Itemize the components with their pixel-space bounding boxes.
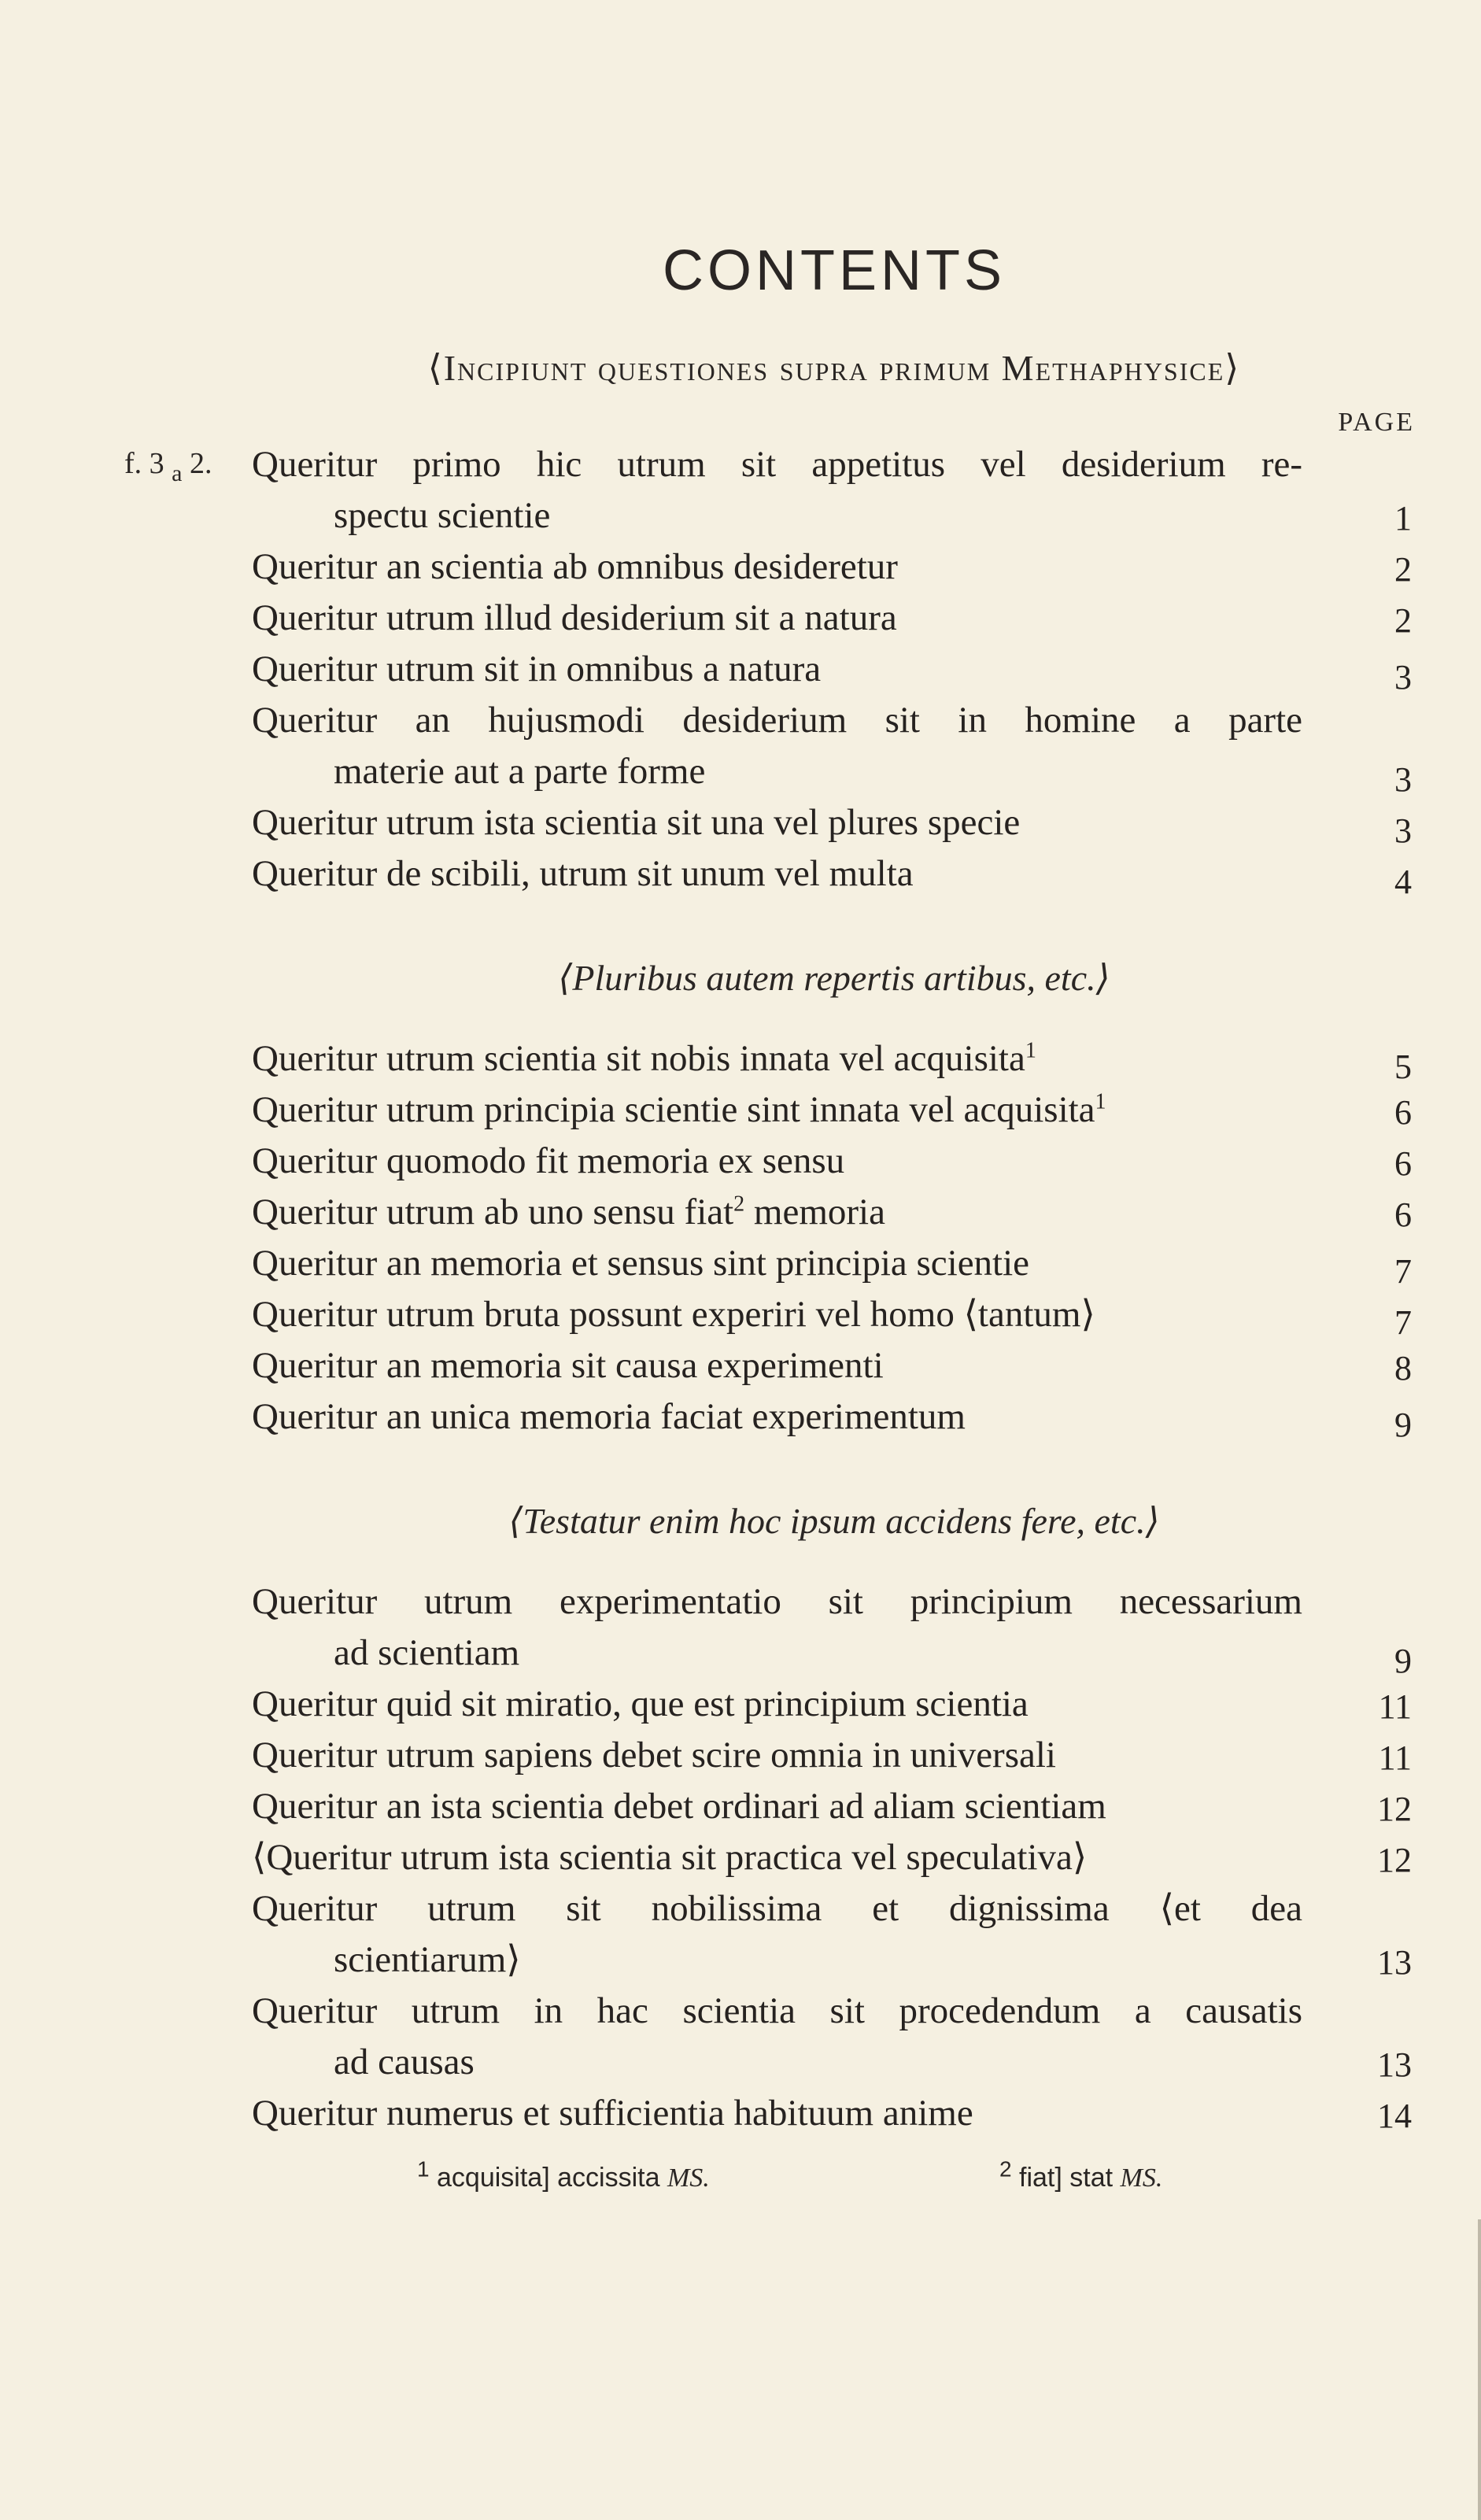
page-number: 8 (1394, 1349, 1412, 1387)
toc-entry[interactable] (252, 695, 1302, 797)
entry-line (252, 1084, 1302, 1136)
footnote-text: acquisita] accissita (429, 2163, 667, 2193)
entry-line-continued: ad scientiam (334, 1632, 520, 1673)
toc-entry[interactable] (252, 1730, 1302, 1781)
entry-line: Queritur an hujusmodi desiderium sit in homine a parte (252, 700, 1302, 741)
toc-entry[interactable] (252, 541, 1302, 593)
entry-line-continued: ad causas (334, 2041, 475, 2082)
section-heading-1: ⟨Incipiunt questiones supra primum Methaphysice⟩ (427, 348, 1241, 388)
toc-entry[interactable] (252, 848, 1302, 900)
page-number: 7 (1394, 1303, 1412, 1342)
entry-line: Queritur utrum in hac scientia sit procedendum a causatis (252, 1990, 1302, 2031)
toc-entry[interactable] (252, 1187, 1302, 1238)
entry-line-continued: materie aut a parte forme (334, 751, 706, 792)
entry-line: ⟨Queritur utrum ista scientia sit practica vel speculativa⟩ (252, 1837, 1088, 1878)
toc-entry[interactable] (252, 1986, 1302, 2088)
entry-line-continued: scientiarum⟩ (334, 1939, 521, 1980)
entry-line: Queritur an scientia ab omnibus desideretur (252, 546, 898, 587)
toc-entry[interactable] (252, 439, 1302, 541)
page-number: 12 (1377, 1841, 1412, 1879)
footnote-ms: MS. (667, 2163, 710, 2193)
page-edge-shadow (1478, 2219, 1481, 2520)
page-number: 13 (1377, 1943, 1412, 1982)
page-number: 3 (1394, 658, 1412, 697)
entry-line: Queritur an ista scientia debet ordinari ad aliam scientiam (252, 1786, 1106, 1827)
footnote-mark: 1 (417, 2156, 430, 2182)
footnote-ref[interactable]: 2 (733, 1192, 745, 1217)
toc-entry[interactable] (252, 1883, 1302, 1986)
folio-prefix: f. 3 (124, 447, 164, 480)
section-heading-3: ⟨Testatur enim hoc ipsum accidens fere, etc.⟩ (508, 1501, 1160, 1541)
entry-line: Queritur an memoria et sensus sint principia scientie (252, 1243, 1030, 1284)
entry-line: Queritur utrum bruta possunt experiri vel homo ⟨tantum⟩ (252, 1294, 1095, 1335)
toc-entry[interactable] (252, 1289, 1302, 1340)
page-number: 4 (1394, 863, 1412, 901)
toc-entry[interactable] (252, 797, 1302, 848)
footnote-1 (417, 2156, 710, 2193)
entry-line: Queritur utrum sit nobilissima et dignissima ⟨et dea (252, 1888, 1302, 1929)
entry-line (252, 1033, 1302, 1084)
page-number: 11 (1378, 1687, 1412, 1726)
toc-entry[interactable] (252, 1679, 1302, 1730)
toc-entry[interactable] (252, 1136, 1302, 1187)
toc-entry[interactable] (252, 2088, 1302, 2139)
section-heading-2: ⟨Pluribus autem repertis artibus, etc.⟩ (558, 958, 1110, 998)
entry-line: Queritur utrum sapiens debet scire omnia in universali (252, 1735, 1056, 1775)
page-number: 3 (1394, 811, 1412, 850)
footnote-ms: MS. (1120, 2163, 1163, 2193)
page-number: 2 (1394, 550, 1412, 589)
toc-entry[interactable] (252, 1832, 1302, 1883)
page-title: CONTENTS (663, 239, 1006, 302)
toc-entry[interactable] (252, 1391, 1302, 1443)
page-number: 2 (1394, 601, 1412, 640)
entry-text: memoria (744, 1192, 885, 1232)
footnote-ref[interactable]: 1 (1025, 1038, 1036, 1063)
entry-line: Queritur an memoria sit causa experimenti (252, 1345, 884, 1386)
entry-line: Queritur utrum experimentatio sit principium necessarium (252, 1581, 1302, 1622)
toc-entry[interactable] (252, 1084, 1302, 1136)
entry-text: Queritur utrum principia scientie sint innata vel acquisita (252, 1089, 1095, 1130)
entry-line (252, 1187, 1302, 1238)
toc-entry[interactable] (252, 1576, 1302, 1679)
page-number: 14 (1377, 2097, 1412, 2135)
toc-entry[interactable] (252, 1238, 1302, 1289)
entry-text: Queritur utrum scientia sit nobis innata vel acquisita (252, 1038, 1025, 1079)
page-number: 6 (1394, 1144, 1412, 1183)
page-column-label: PAGE (1338, 408, 1415, 437)
entry-line: Queritur utrum sit in omnibus a natura (252, 648, 822, 689)
page-number: 6 (1394, 1093, 1412, 1132)
page-number: 5 (1394, 1048, 1412, 1086)
toc-entry[interactable] (252, 1033, 1302, 1084)
toc-entry[interactable] (252, 1340, 1302, 1391)
toc-entry[interactable] (252, 1781, 1302, 1832)
folio-suffix: 2. (182, 447, 212, 480)
folio-sub: a (172, 460, 183, 486)
footnote-text: fiat] stat (1011, 2163, 1121, 2193)
page-number: 12 (1377, 1790, 1412, 1828)
footnote-2 (999, 2156, 1163, 2193)
entry-line: Queritur utrum illud desiderium sit a natura (252, 597, 897, 638)
entry-line: Queritur utrum ista scientia sit una vel plures specie (252, 802, 1021, 843)
entry-line: Queritur an unica memoria faciat experimentum (252, 1396, 966, 1437)
page-number: 1 (1394, 499, 1412, 538)
page-number: 13 (1377, 2045, 1412, 2084)
page-number: 3 (1394, 760, 1412, 799)
entry-line: Queritur quid sit miratio, que est principium scientia (252, 1683, 1029, 1724)
entry-line-continued: spectu scientie (334, 495, 551, 536)
entry-line: Queritur de scibili, utrum sit unum vel multa (252, 853, 914, 894)
toc-entry[interactable] (252, 593, 1302, 644)
entry-text: Queritur utrum ab uno sensu fiat (252, 1192, 734, 1232)
entry-line: Queritur primo hic utrum sit appetitus vel desiderium re- (252, 444, 1302, 485)
page-number: 9 (1394, 1642, 1412, 1680)
page-number: 6 (1394, 1195, 1412, 1234)
page-number: 9 (1394, 1406, 1412, 1444)
footnote-mark: 2 (999, 2156, 1012, 2182)
entry-line: Queritur numerus et sufficientia habituum anime (252, 2093, 973, 2134)
footnote-ref[interactable]: 1 (1095, 1089, 1106, 1114)
toc-entry[interactable] (252, 644, 1302, 695)
entry-line: Queritur quomodo fit memoria ex sensu (252, 1140, 845, 1181)
page-number: 11 (1378, 1739, 1412, 1777)
page-number: 7 (1394, 1252, 1412, 1291)
folio-reference (124, 446, 212, 487)
